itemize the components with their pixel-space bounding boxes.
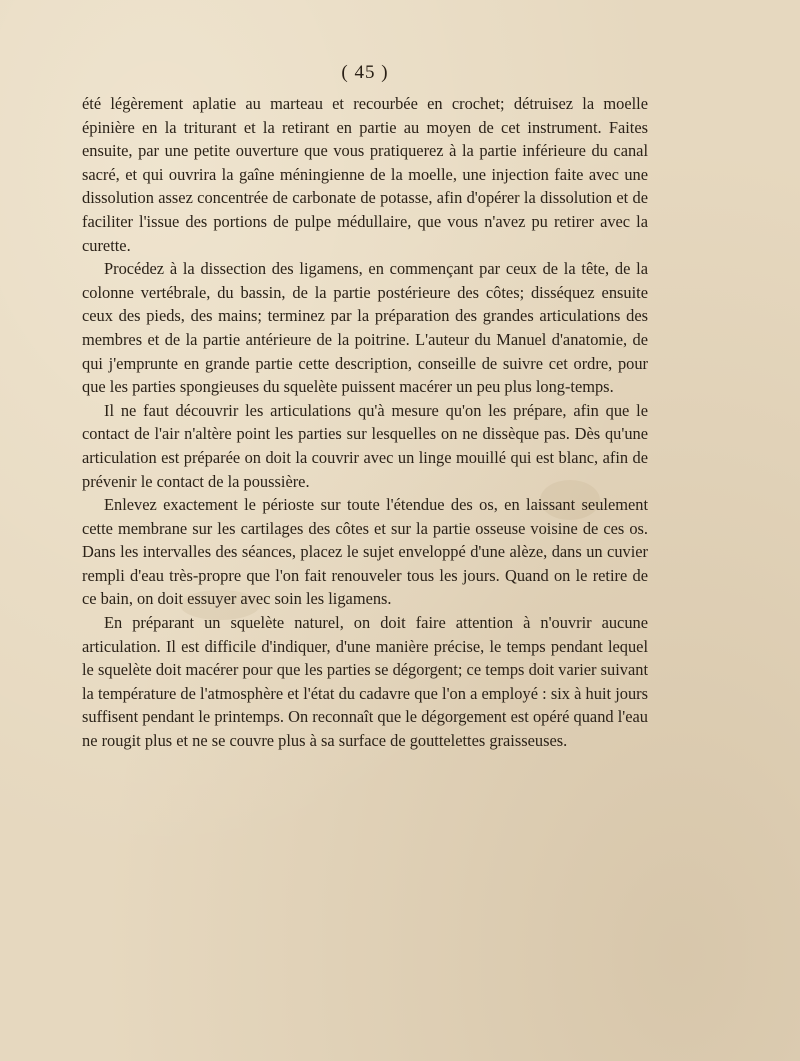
paragraph-1: été légèrement aplatie au marteau et recourbée en crochet; détruisez la moelle épinière en la triturant et la retirant en partie au moyen de cet instrument. Faites ensuite, par une petite ouverture que vous pratiquerez à la partie inférieure du canal sacré, et qui ouvrira la gaîne méningienne de la moelle, une injection faite avec une dissolution assez concentrée de carbonate de potasse, afin d'opérer la dissolution et de faciliter l'issue des portions de pulpe médullaire, que vous n'avez pu retirer avec la curette. xyxy=(82,94,648,255)
body-text xyxy=(82,92,648,753)
page-number: ( 45 ) xyxy=(341,62,389,83)
paragraph-4: Enlevez exactement le périoste sur toute l'étendue des os, en laissant seulement cette membrane sur les cartilages des côtes et sur la partie osseuse voisine de ces os. Dans les intervalles des séances, placez le sujet enveloppé d'une alèze, dans un cuvier rempli d'eau très-propre que l'on fait renouveler tous les jours. Quand on le retire de ce bain, on doit essuyer avec soin les ligamens. xyxy=(82,495,648,609)
paragraph-5: En préparant un squelète naturel, on doit faire attention à n'ouvrir aucune articulation. Il est difficile d'indiquer, d'une manière précise, le temps pendant lequel le squelète doit macérer pour que les parties se dégorgent; ce temps doit varier suivant la température de l'atmosphère et l'état du cadavre que l'on a employé : six à huit jours suffisent pendant le printemps. On reconnaît que le dégorgement est opéré quand l'eau ne rougit plus et ne se couvre plus à sa surface de gouttelettes graisseuses. xyxy=(82,613,648,751)
paragraph-3: Il ne faut découvrir les articulations qu'à mesure qu'on les prépare, afin que le contact de l'air n'altère point les parties sur lesquelles on ne dissèque pas. Dès qu'une articulation est préparée on doit la couvrir avec un linge mouillé qui est blanc, afin de prévenir le contact de la poussière. xyxy=(82,400,648,491)
paragraph-2: Procédez à la dissection des ligamens, en commençant par ceux de la tête, de la colonne vertébrale, du bassin, de la partie postérieure des côtes; disséquez ensuite ceux des pieds, des mains; terminez par la préparation des grandes articulations des membres et de la partie antérieure de la poitrine. L'auteur du Manuel d'anatomie, de qui j'emprunte en grande partie cette description, conseille de suivre cet ordre, pour que les parties spongieuses du squelète puissent macérer un peu plus long-temps. xyxy=(82,259,648,397)
